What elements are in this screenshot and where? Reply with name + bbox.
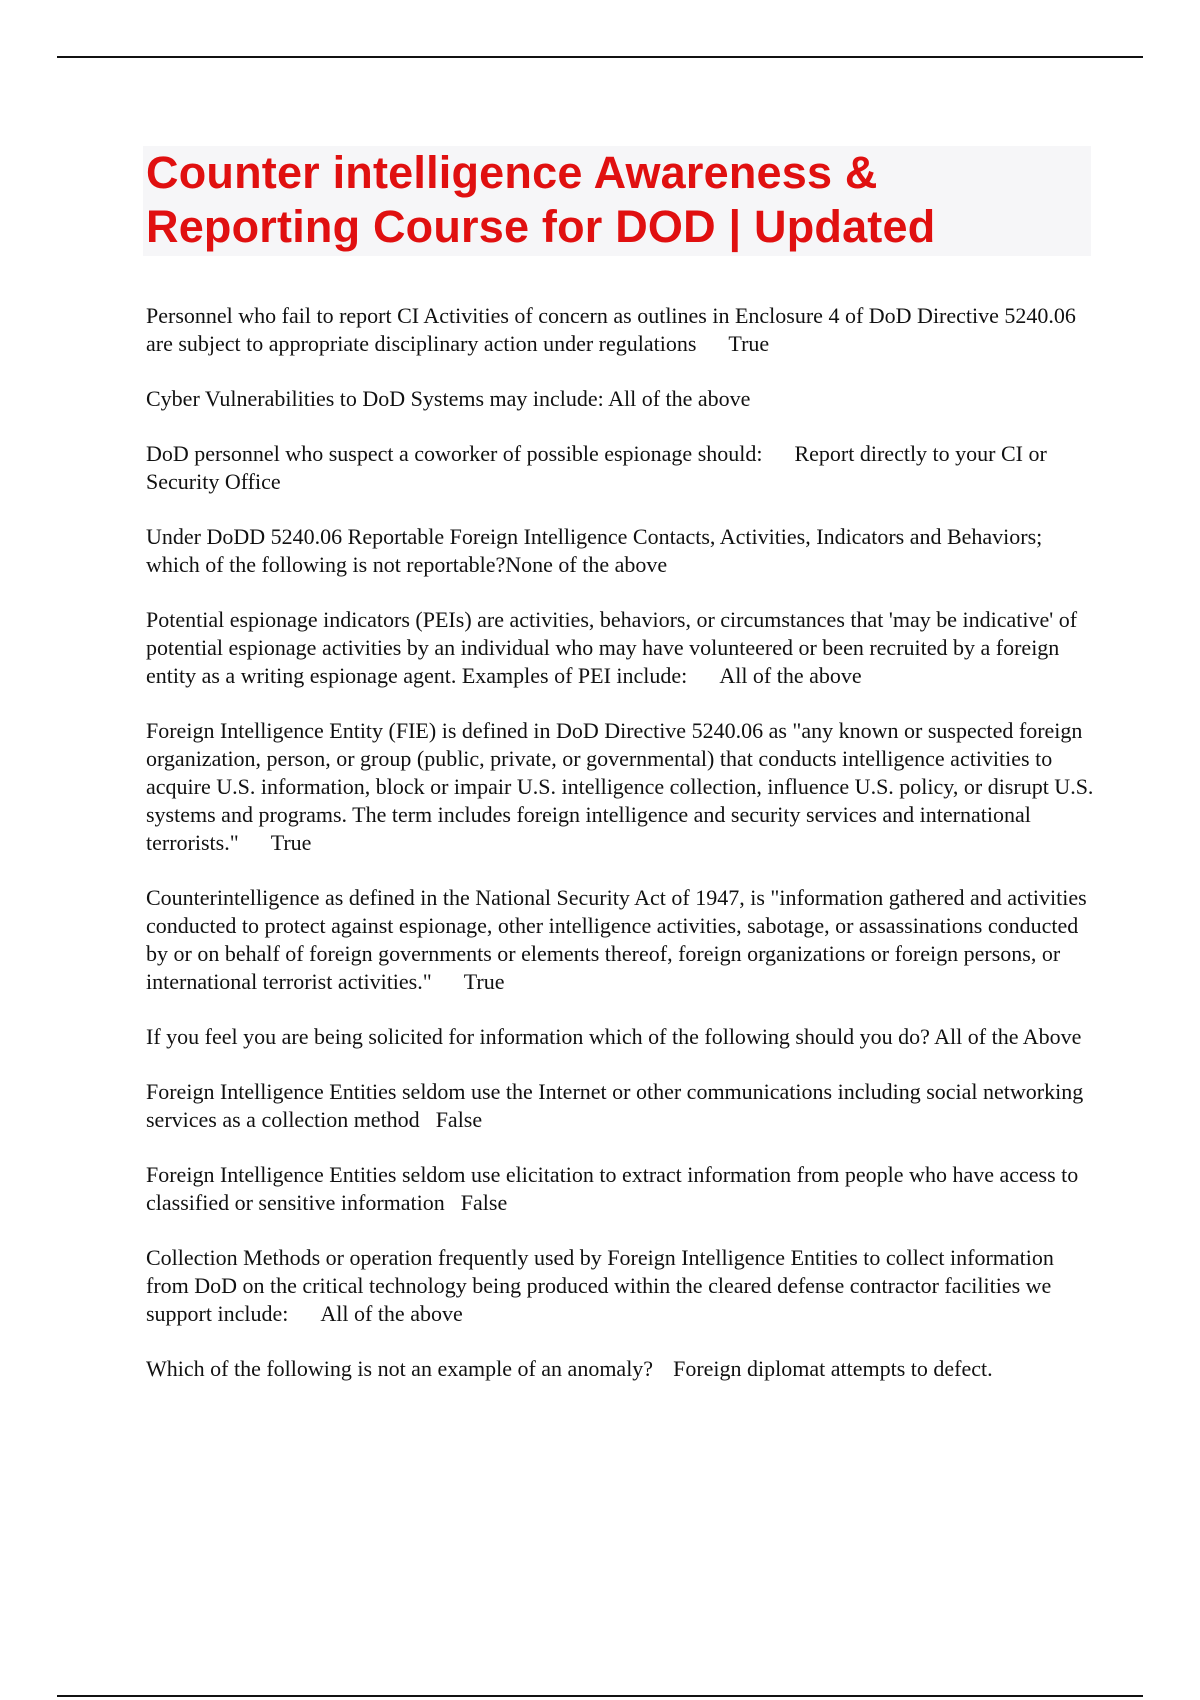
qa-item bbox=[146, 1161, 1096, 1217]
qa-item bbox=[146, 1244, 1096, 1328]
question-text: DoD personnel who suspect a coworker of possible espionage should: bbox=[146, 441, 763, 466]
bottom-rule bbox=[57, 1695, 1143, 1697]
question-text: Personnel who fail to report CI Activities of concern as outlines in Enclosure 4 of DoD Directive 5240.06 are subject to appropriate disciplinary action under regulations bbox=[146, 303, 1076, 356]
question-text: Cyber Vulnerabilities to DoD Systems may include: bbox=[146, 386, 604, 411]
question-text: Foreign Intelligence Entities seldom use elicitation to extract information from people who have access to classified or sensitive information bbox=[146, 1162, 1079, 1215]
qa-list bbox=[146, 302, 1096, 1410]
question-text: Foreign Intelligence Entity (FIE) is defined in DoD Directive 5240.06 as "any known or suspected foreign organization, person, or group (public, private, or governmental) that conducts intelligence activities to acquire U.S. information, block or impair U.S. intelligence collection, influence U.S. policy, or disrupt U.S. systems and programs. The term includes foreign intelligence and security services and international terrorists." bbox=[146, 718, 1094, 855]
qa-item bbox=[146, 1023, 1096, 1051]
question-text: Collection Methods or operation frequently used by Foreign Intelligence Entities to collect information from DoD on the critical technology being produced within the cleared defense contractor facilities we support include: bbox=[146, 1245, 1054, 1326]
qa-item bbox=[146, 523, 1096, 579]
answer-text: All of the above bbox=[320, 1301, 463, 1326]
question-text: Potential espionage indicators (PEIs) are activities, behaviors, or circumstances that 'may be indicative' of potential espionage activities by an individual who may have volunteered or been recruited by a foreign entity as a writing espionage agent. Examples of PEI include: bbox=[146, 607, 1078, 688]
qa-item bbox=[146, 1078, 1096, 1134]
question-text: Foreign Intelligence Entities seldom use the Internet or other communications including social networking services as a collection method bbox=[146, 1079, 1084, 1132]
question-text: Under DoDD 5240.06 Reportable Foreign Intelligence Contacts, Activities, Indicators and Behaviors; which of the following is not reportable? bbox=[146, 524, 1043, 577]
answer-text: True bbox=[728, 331, 770, 356]
answer-text: None of the above bbox=[505, 552, 668, 577]
answer-text: False bbox=[435, 1107, 483, 1132]
answer-text: Report directly to your CI or Security Office bbox=[146, 441, 1047, 494]
qa-item bbox=[146, 440, 1096, 496]
question-text: Which of the following is not an example of an anomaly? bbox=[146, 1356, 654, 1381]
question-text: Counterintelligence as defined in the National Security Act of 1947, is "information gathered and activities conducted to protect against espionage, other intelligence activities, sabotage, or assassinations conducted by or on behalf of foreign governments or elements thereof, foreign organizations or foreign persons, or international terrorist activities." bbox=[146, 885, 1087, 994]
answer-text: True bbox=[270, 830, 312, 855]
qa-item bbox=[146, 1355, 1096, 1383]
title-banner bbox=[143, 146, 1091, 256]
answer-text: False bbox=[460, 1190, 508, 1215]
answer-text: Foreign diplomat attempts to defect. bbox=[673, 1356, 993, 1381]
qa-item bbox=[146, 385, 1096, 413]
answer-text: All of the above bbox=[608, 386, 751, 411]
document-title: Counter intelligence Awareness & Reporting Course for DOD | Updated bbox=[146, 147, 936, 252]
qa-item bbox=[146, 302, 1096, 358]
answer-text: True bbox=[463, 969, 505, 994]
question-text: If you feel you are being solicited for information which of the following should you do? bbox=[146, 1024, 930, 1049]
qa-item bbox=[146, 606, 1096, 690]
top-rule bbox=[57, 56, 1143, 58]
qa-item bbox=[146, 717, 1096, 857]
answer-text: All of the Above bbox=[934, 1024, 1082, 1049]
qa-item bbox=[146, 884, 1096, 996]
answer-text: All of the above bbox=[719, 663, 862, 688]
